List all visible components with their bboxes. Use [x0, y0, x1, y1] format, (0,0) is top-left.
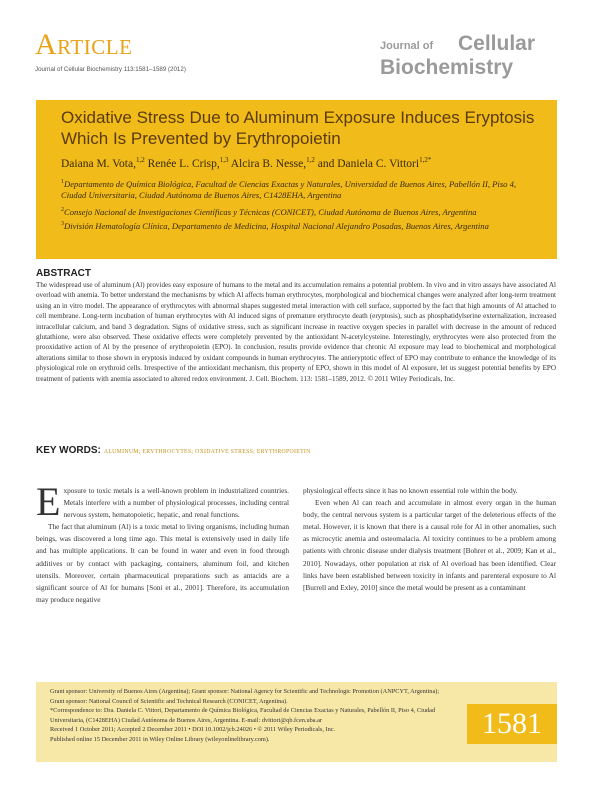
- author-affiliation-marker: 1,2: [135, 156, 145, 164]
- intro-paragraph-2: The fact that aluminum (Al) is a toxic metal to living organisms, including human beings, was discovered a long time ago. This metal is extensively used in daily life and has multiple applications. It can be found in water and even in food through additives or by contact with packaging, containers, aluminum foil, and kitchen utensils. Moreover, certain pharmaceutical preparations such as antacids are a significant source of Al for humans [Soni et al., 2001]. Therefore, its accumulation may produce negative: [36, 522, 289, 604]
- affiliation-marker: 1: [61, 179, 64, 185]
- affiliation-1: [61, 177, 543, 201]
- footer-box: [36, 682, 557, 762]
- journal-logo-cellular: Cellular: [458, 32, 536, 55]
- footer-text: [50, 687, 450, 745]
- affiliation-text: División Hematología Clínica, Departamento de Medicina, Hospital Nacional Alejandro Posadas, Buenos Aires, Argentina: [64, 220, 489, 231]
- keywords-text: ALUMINUM; ERYTHROCYTES; OXIDATIVE STRESS; ERYTHROPOIETIN: [103, 449, 311, 455]
- article-title: Oxidative Stress Due to Aluminum Exposure Induces Eryptosis Which Is Prevented by Erythropoietin: [61, 108, 535, 148]
- affiliation-text: Consejo Nacional de Investigaciones Científicas y Técnicas (CONICET), Ciudad Autónoma de Buenos Aires, Argentina: [64, 206, 477, 217]
- journal-logo: [380, 34, 558, 84]
- journal-logo-biochemistry: Biochemistry: [380, 56, 514, 79]
- intro-paragraph-3: physiological effects since it has no known essential role within the body.: [303, 486, 518, 495]
- page-number: 1581: [467, 704, 557, 744]
- author-name: Daiana M. Vota,: [61, 157, 136, 170]
- affiliation-marker: 2: [61, 207, 64, 213]
- journal-logo-of: Journal of: [380, 40, 434, 52]
- author-affiliation-marker: 1,2: [306, 156, 315, 164]
- intro-paragraph-4: Even when Al can reach and accumulate in almost every organ in the human body, the central nervous system is a particular target of the deleterious effects of the metal. However, it is known that there is a causal role for Al in other anomalies, such as microcytic anemia and osteomalacia. Al toxicity continues to be a problem among patients with chronic disease under dialysis treatment [Bohrer et al., 2009; Kan et al., 2010]. Nowadays, other population at risk of Al overload has been identified. Clear links have been established between toxicity in infants and parenteral exposure to Al [Burrell and Exley, 2010] since the metal would be present as a contaminant: [303, 498, 556, 592]
- published-line: Published online 15 December 2011 in Wiley Online Library (wileyonlinelibrary.com).: [50, 735, 270, 743]
- title-box: [36, 100, 557, 259]
- abstract-heading: ABSTRACT: [36, 268, 91, 279]
- author-name: Alcira B. Nesse,: [228, 157, 307, 170]
- received-line: Received 1 October 2011; Accepted 2 December 2011 • DOI 10.1002/jcb.24026 • © 2011 Wiley Periodicals, Inc.: [50, 726, 336, 734]
- author-affiliation-marker: 1,3: [219, 156, 229, 164]
- affiliation-text: Departamento de Química Biológica, Facultad de Ciencias Exactas y Naturales, Universidad de Buenos Aires, Pabellón II, Piso 4, Ciudad Universitaria, Ciudad Autónoma de Buenos Aires, C1428EHA, Argentina: [61, 178, 517, 200]
- author-list: [61, 156, 551, 170]
- intro-paragraph-1: [36, 479, 289, 524]
- article-type-label: Article: [35, 28, 133, 61]
- abstract-text: The widespread use of aluminum (Al) provides easy exposure of humans to the metal and its accumulation remains a potential problem. In vivo and in vitro assays have associated Al overload with anemia. To better understand the mechanisms by which Al affects human erythrocytes, morphological and biochemical changes were analyzed after long-term treatment using an in vitro model. The appearance of erythrocytes with abnormal shapes suggested metal interaction with cell surface, supported by the fact that high amounts of Al attached to cell membrane. Long-term incubation of human erythrocytes with Al induced signs of premature erythrocyte death (eryptosis), such as phosphatidylserine externalization, increased intracellular calcium, and band 3 degradation. Signs of oxidative stress, such as significant increase in reactive oxygen species in parallel with decrease in the amount of reduced glutathione, were also observed. These oxidative effects were completely prevented by the antioxidant N-acetylcysteine. Interestingly, erythrocytes were also protected from the prooxidative action of Al by the presence of erythropoietin (EPO). In conclusion, results provide evidence that chronic Al exposure may lead to biochemical and morphological alterations similar to those shown in eryptosis induced by oxidant compounds in human erythrocytes. The antieryptotic effect of EPO may contribute to enhance the knowledge of its physiological role on erythroid cells. Irrespective of the antioxidant mechanism, this property of EPO, shown in this model of Al exposure, let us suggest potential benefits by EPO treatment of patients with anemia associated to altered redox environment. J. Cell. Biochem. 113: 1581–1589, 2012. © 2011 Wiley Periodicals, Inc.: [36, 281, 556, 383]
- correspondence: *Correspondence to: Dra. Daniela C. Vittori, Departamento de Química Biológica, Facultad de Ciencias Exactas y Naturales, Pabellón II, Piso 4, Ciudad Universitaria, (C1428EHA) Ciudad Autónoma de Buenos Aires, Argentina. E-mail: dvittori@qb.fcen.uba.ar: [50, 707, 436, 724]
- body-column-left: [36, 479, 289, 606]
- affiliation-2: [61, 205, 543, 218]
- author-affiliation-marker: 1,2*: [419, 156, 432, 164]
- author-name: Renée L. Crisp,: [144, 157, 220, 170]
- affiliation-3: [61, 219, 543, 232]
- body-column-right: [303, 485, 556, 594]
- drop-cap: E: [36, 479, 61, 524]
- journal-citation: Journal of Cellular Biochemistry 113:1581–1589 (2012): [35, 66, 186, 73]
- paragraph-text: xposure to toxic metals is a well-known problem in industrialized countries. Metals interfere with a number of physiological processes, including central nervous system, hematopoietic, hepatic, and renal functions.: [63, 486, 289, 520]
- keywords: [36, 445, 311, 456]
- grant-sponsors: Grant sponsor: University of Buenos Aires (Argentina); Grant sponsor: National Agency for Scientific and Technologic Promotion (ANPCYT, Argentina); Grant sponsor: National Council of Scientific and Technical Research (CONICET, Argentina).: [50, 688, 440, 705]
- affiliation-marker: 3: [61, 221, 64, 227]
- keywords-heading: KEY WORDS:: [36, 445, 101, 456]
- author-name: and Daniela C. Vittori: [314, 157, 420, 170]
